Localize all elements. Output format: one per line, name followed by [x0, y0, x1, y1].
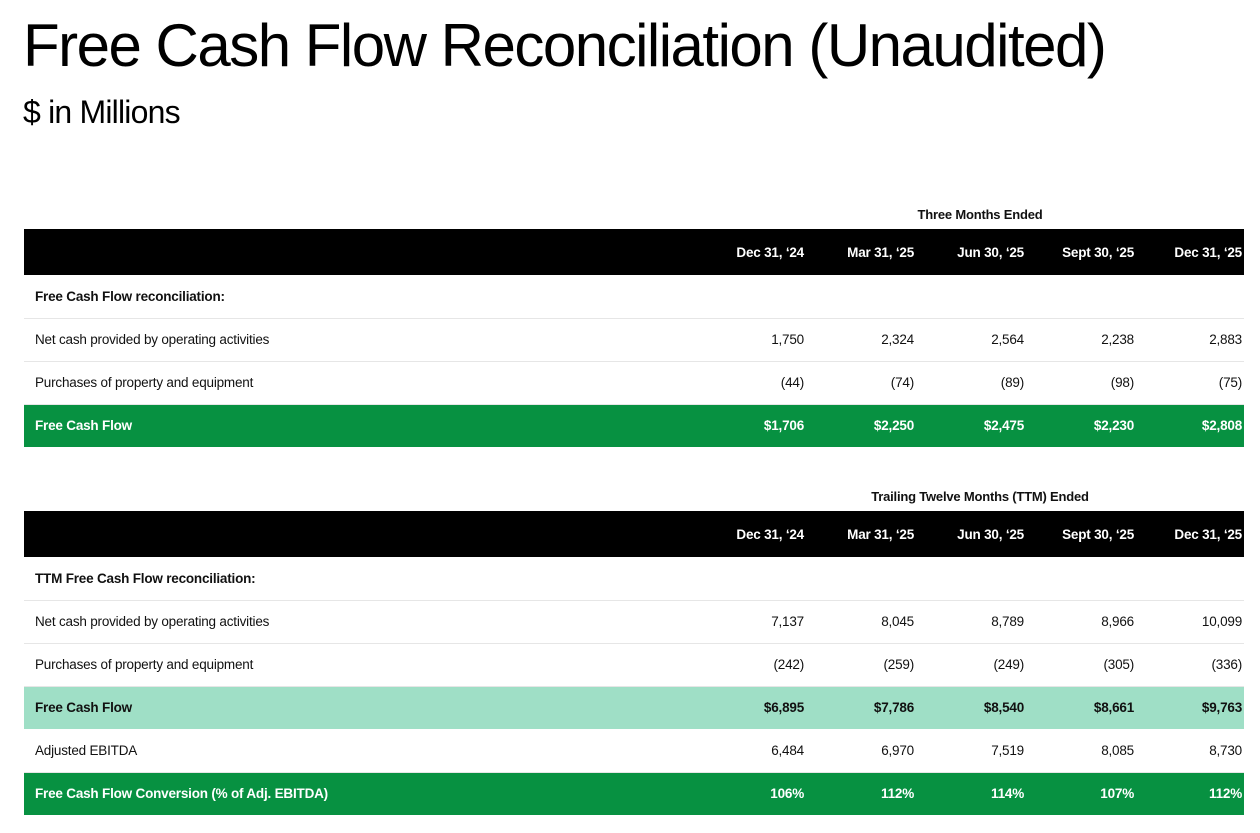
conversion-label: Free Cash Flow Conversion (% of Adj. EBITDA)	[35, 786, 328, 802]
table-row	[24, 557, 1244, 600]
conversion-value: 106%	[770, 786, 804, 802]
column-header: Mar 31, ‘25	[847, 526, 914, 542]
row-label: Adjusted EBITDA	[24, 729, 696, 772]
total-value: $1,706	[763, 418, 804, 434]
column-header: Dec 31, ‘25	[1174, 526, 1242, 542]
cell-value: (336)	[1136, 643, 1244, 686]
table2-header-row	[24, 511, 1244, 557]
cell-value: 2,883	[1136, 318, 1244, 361]
cell-value: (74)	[806, 361, 916, 404]
page-title-main: Free Cash Flow Reconciliation	[23, 12, 794, 79]
conversion-row	[24, 772, 1244, 815]
page-title	[23, 10, 1105, 82]
table-row	[24, 361, 1244, 404]
cell-value: (249)	[916, 643, 1026, 686]
conversion-value: 112%	[1209, 786, 1242, 802]
total-value: $8,661	[1026, 686, 1136, 729]
cell-value: 8,730	[1136, 729, 1244, 772]
cell-value: 10,099	[1136, 600, 1244, 643]
table1-period-label: Three Months Ended	[917, 207, 1043, 222]
total-value: $8,540	[916, 686, 1026, 729]
cell-value: (98)	[1026, 361, 1136, 404]
column-header: Sept 30, ‘25	[1062, 244, 1134, 260]
cell-value: (75)	[1136, 361, 1244, 404]
total-row	[24, 404, 1244, 447]
total-value: $6,895	[696, 686, 806, 729]
cell-value: 6,970	[806, 729, 916, 772]
table1-header-row	[24, 229, 1244, 275]
total-value: $7,786	[806, 686, 916, 729]
cell-value: 7,519	[916, 729, 1026, 772]
column-header: Mar 31, ‘25	[847, 244, 914, 260]
row-label: Purchases of property and equipment	[24, 361, 696, 404]
cell-value: (44)	[696, 361, 806, 404]
table-row	[24, 643, 1244, 686]
three-month-fcf-table	[24, 229, 1244, 447]
table-row	[24, 275, 1244, 318]
table2-header-blank	[24, 511, 696, 557]
section-label: TTM Free Cash Flow reconciliation:	[24, 557, 1244, 600]
page-subtitle: $ in Millions	[23, 94, 180, 130]
cell-value: (242)	[696, 643, 806, 686]
column-header: Jun 30, ‘25	[957, 526, 1024, 542]
row-label: Purchases of property and equipment	[24, 643, 696, 686]
cell-value: 2,564	[916, 318, 1026, 361]
total-value: $2,808	[1201, 418, 1242, 434]
total-row	[24, 686, 1244, 729]
cell-value: 8,085	[1026, 729, 1136, 772]
cell-value: (89)	[916, 361, 1026, 404]
cell-value: 2,238	[1026, 318, 1136, 361]
table-row	[24, 729, 1244, 772]
total-value: $2,475	[983, 418, 1024, 434]
cell-value: 8,966	[1026, 600, 1136, 643]
table-row	[24, 318, 1244, 361]
column-header: Sept 30, ‘25	[1062, 526, 1134, 542]
cell-value: 2,324	[806, 318, 916, 361]
total-value: $2,230	[1093, 418, 1134, 434]
section-label: Free Cash Flow reconciliation:	[24, 275, 1244, 318]
table-row	[24, 600, 1244, 643]
total-label: Free Cash Flow	[24, 686, 696, 729]
column-header: Jun 30, ‘25	[957, 244, 1024, 260]
cell-value: 6,484	[696, 729, 806, 772]
ttm-fcf-table	[24, 511, 1244, 815]
cell-value: 7,137	[696, 600, 806, 643]
row-label: Net cash provided by operating activities	[24, 600, 696, 643]
conversion-value: 112%	[881, 786, 914, 802]
column-header: Dec 31, ‘25	[1174, 244, 1242, 260]
total-value: $9,763	[1136, 686, 1244, 729]
column-header: Dec 31, ‘24	[736, 526, 804, 542]
row-label: Net cash provided by operating activities	[24, 318, 696, 361]
total-value: $2,250	[873, 418, 914, 434]
cell-value: (305)	[1026, 643, 1136, 686]
conversion-value: 107%	[1100, 786, 1134, 802]
table1-header-blank	[24, 229, 696, 275]
total-label: Free Cash Flow	[35, 418, 132, 434]
cell-value: 1,750	[696, 318, 806, 361]
table2-period-label: Trailing Twelve Months (TTM) Ended	[871, 489, 1089, 504]
cell-value: (259)	[806, 643, 916, 686]
cell-value: 8,045	[806, 600, 916, 643]
column-header: Dec 31, ‘24	[736, 244, 804, 260]
conversion-value: 114%	[991, 786, 1024, 802]
page-title-qualifier: (Unaudited)	[808, 12, 1106, 79]
cell-value: 8,789	[916, 600, 1026, 643]
